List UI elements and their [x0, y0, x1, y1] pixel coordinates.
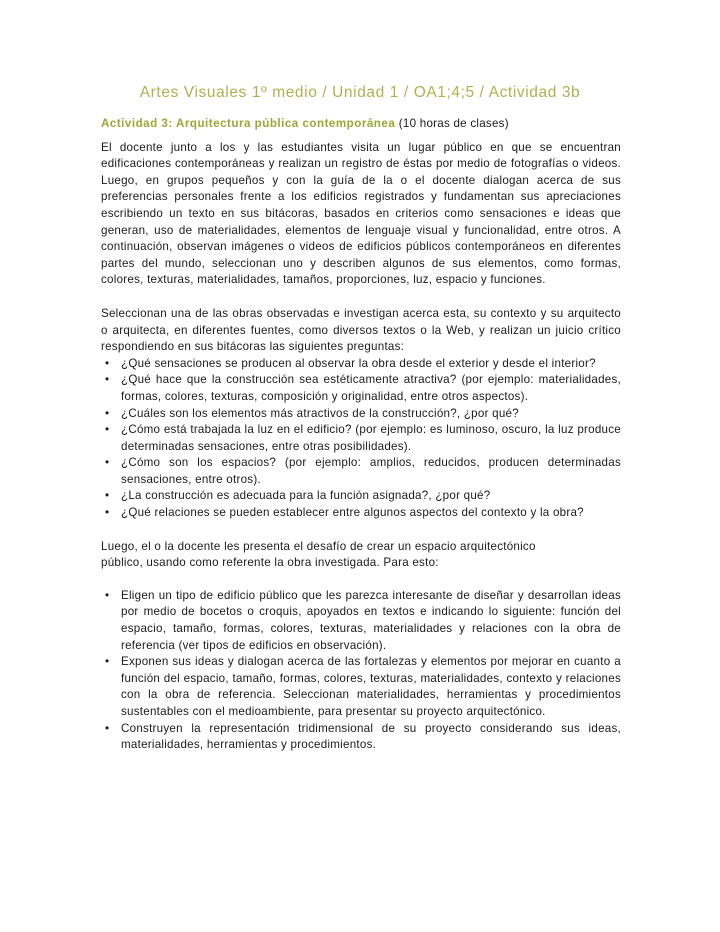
list-item: • ¿La construcción es adecuada para la función asignada?, ¿por qué? — [101, 488, 621, 505]
list-item: • ¿Qué sensaciones se producen al observar la obra desde el exterior y desde el interior? — [101, 356, 621, 373]
paragraph-challenge: Luego, el o la docente les presenta el desafío de crear un espacio arquitectónico público, usando como referente la obra investigada. Para esto: — [101, 539, 536, 570]
page-header-title: Artes Visuales 1º medio / Unidad 1 / OA1;4;5 / Actividad 3b — [139, 84, 581, 101]
activity-content — [101, 116, 621, 754]
list-item: • Construyen la representación tridimensional de su proyecto considerando sus ideas, materialidades, herramientas y procedimientos. — [101, 721, 621, 754]
paragraph-research: Seleccionan una de las obras observadas e investigan acerca esta, su contexto y su arquitecto o arquitecta, en diferentes fuentes, como diversos textos o la Web, y realizan un juicio crítico respondiendo en sus bitácoras las siguientes preguntas: — [101, 306, 621, 354]
list-item: • ¿Qué relaciones se pueden establecer entre algunos aspectos del contexto y la obra? — [101, 505, 621, 522]
activity-heading — [101, 116, 621, 133]
questions-list — [101, 356, 621, 522]
list-item: • Exponen sus ideas y dialogan acerca de las fortalezas y elementos por mejorar en cuanto a función del espacio, tamaño, formas, colores, texturas, materialidades, contexto y relaciones con la obra de referencia. Seleccionan materialidades, herramientas y procedimientos sustentables con el medioambiente, para presentar su proyecto arquitectónico. — [101, 654, 621, 720]
steps-list — [101, 588, 621, 754]
activity-duration: (10 horas de clases) — [398, 117, 509, 130]
list-item: • ¿Qué hace que la construcción sea estéticamente atractiva? (por ejemplo: materialidades, formas, colores, texturas, composición y originalidad, entre otros aspectos). — [101, 372, 621, 405]
list-item: • Eligen un tipo de edificio público que les parezca interesante de diseñar y desarrollan ideas por medio de bocetos o croquis, apoyados en textos e indicando lo siguiente: función del espacio, tamaño, formas, colores, texturas, materialidades y relaciones con la obra de referencia (ver tipos de edificios en observación). — [101, 588, 621, 654]
activity-title: Actividad 3: Arquitectura pública contemporánea — [101, 117, 396, 130]
list-item: • ¿Cómo son los espacios? (por ejemplo: amplios, reducidos, producen determinadas sensaciones, entre otros). — [101, 455, 621, 488]
list-item: • ¿Cuáles son los elementos más atractivos de la construcción?, ¿por qué? — [101, 406, 621, 423]
paragraph-visit: El docente junto a los y las estudiantes visita un lugar público en que se encuentran edificaciones contemporáneas y realizan un registro de éstas por medio de fotografías o videos. Luego, en grupos pequeños y con la guía de la o el docente dialogan acerca de sus preferencias personales frente a los edificios registrados y fundamentan sus apreciaciones escribiendo un texto en sus bitácoras, basados en criterios como sensaciones e ideas que generan, uso de materialidades, elementos de lenguaje visual y funcionalidad, entre otros. A continuación, observan imágenes o videos de edificios públicos contemporáneos en diferentes partes del mundo, seleccionan uno y describen algunos de sus elementos, como formas, colores, texturas, materialidades, tamaños, proporciones, luz, espacio y funciones. — [101, 140, 621, 287]
list-item: • ¿Cómo está trabajada la luz en el edificio? (por ejemplo: es luminoso, oscuro, la luz produce determinadas sensaciones, entre otras posibilidades). — [101, 422, 621, 455]
